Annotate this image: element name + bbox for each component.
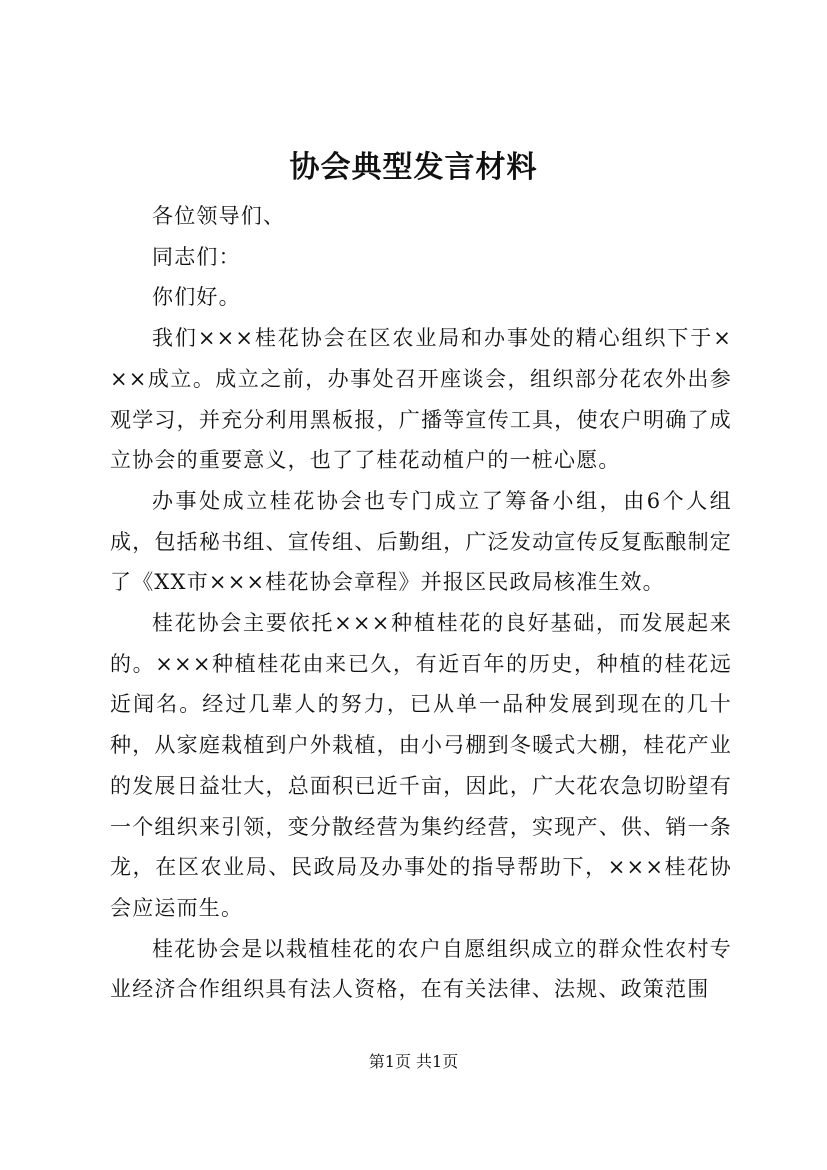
greeting-comrades: 同志们： — [152, 244, 241, 269]
greeting-hello: 你们好。 — [152, 285, 241, 310]
document-title: 协会典型发言材料 — [289, 150, 538, 185]
page-number-footer: 第1页 共1页 — [368, 1052, 459, 1071]
body-paragraph-preparation: 办事处成立桂花协会也专门成立了筹备小组，由6个人组成，包括秘书组、宣传组、后勤组，广泛发动宣传反复酝酿制定了《XX市×××桂花协会章程》并报区民政局核准生效。 — [110, 488, 732, 595]
document-body — [110, 196, 732, 1010]
greeting-leaders: 各位领导们、 — [152, 204, 286, 228]
body-paragraph-nature: 桂花协会是以栽植桂花的农户自愿组织成立的群众性农村专业经济合作组织具有法人资格，在有关法律、法规、政策范围 — [110, 936, 732, 1002]
body-paragraph-development: 桂花协会主要依托×××种植桂花的良好基础，而发展起来的。×××种植桂花由来已久，有近百年的历史，种植的桂花远近闻名。经过几辈人的努力，已从单一品种发展到现在的几十种，从家庭栽植到户外栽植，由小弓棚到冬暖式大棚，桂花产业的发展日益壮大，总面积已近千亩，因此，广大花农急切盼望有一个组织来引领，变分散经营为集约经营，实现产、供、销一条龙，在区农业局、民政局及办事处的指导帮助下，×××桂花协会应运而生。 — [110, 611, 732, 920]
body-paragraph-founding: 我们×××桂花协会在区农业局和办事处的精心组织下于×××成立。成立之前，办事处召开座谈会，组织部分花农外出参观学习，并充分利用黑板报，广播等宣传工具，使农户明确了成立协会的重要意义，也了了桂花动植户的一桩心愿。 — [110, 326, 732, 473]
